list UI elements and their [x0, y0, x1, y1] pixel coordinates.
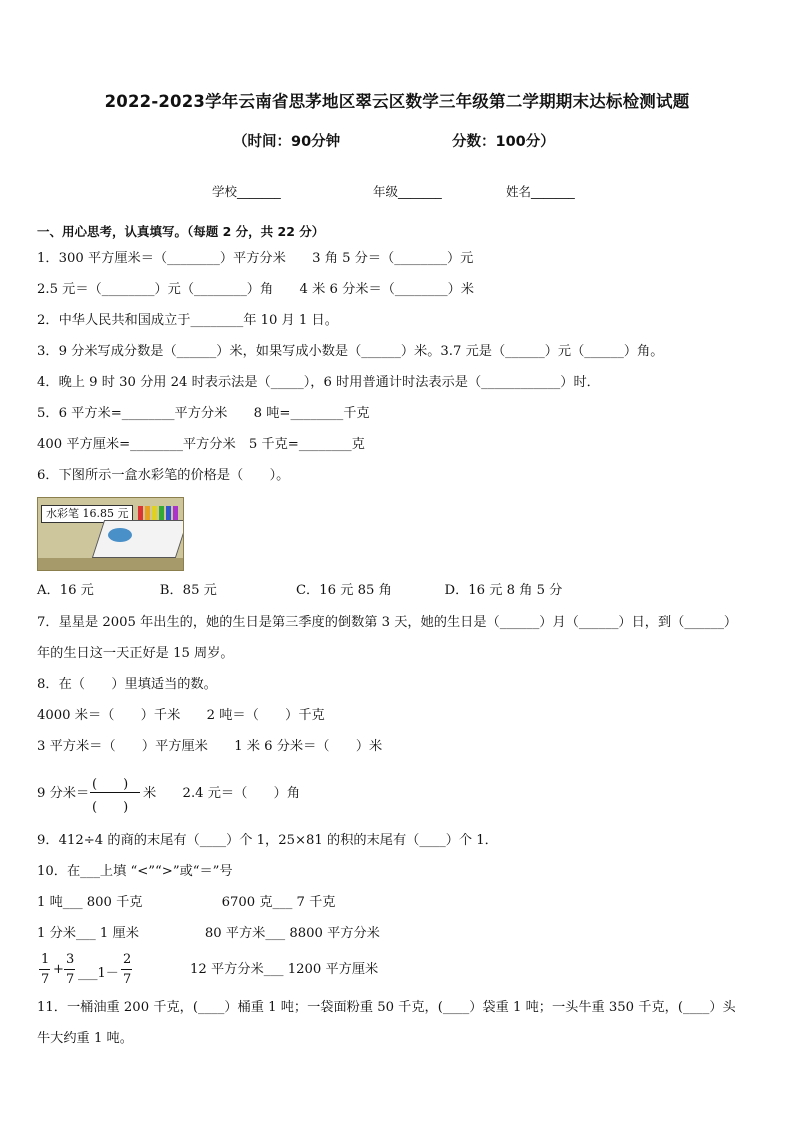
fraction-3-denominator: 7: [123, 972, 132, 987]
question-11b: 牛大约重 1 吨。: [37, 1031, 133, 1046]
question-8a: 4000 米＝（ ）千米 2 吨＝（ ）千克: [37, 708, 325, 723]
question-1a: 1．300 平方厘米＝（________）平方分米 3 角 5 分＝（________）元: [37, 251, 474, 266]
plus-sign: +: [53, 962, 64, 977]
question-10a: 1 吨___ 800 千克 6700 克___ 7 千克: [37, 895, 336, 910]
fraction-bar: [90, 792, 140, 793]
fraction-bar: [39, 969, 50, 970]
grade-field: 年级_______: [373, 184, 442, 199]
question-8c-suffix: 米 2.4 元＝（ ）角: [143, 786, 301, 801]
crayon-icon: [166, 506, 171, 520]
question-6-options: A．16 元 B．85 元 C．16 元 85 角 D．16 元 8 角 5 分: [37, 583, 563, 598]
fraction-2-numerator: 3: [66, 952, 75, 967]
crayon-icon: [159, 506, 164, 520]
question-8b: 3 平方米＝（ ）平方厘米 1 米 6 分米＝（ ）米: [37, 739, 383, 754]
question-9: 9．412÷4 的商的末尾有（____）个 1，25×81 的积的末尾有（____）个 1．: [37, 833, 498, 848]
fraction-bar: [64, 969, 75, 970]
question-10c-suffix: 12 平方分米___ 1200 平方厘米: [190, 962, 379, 977]
fraction-numerator: ( ): [92, 777, 129, 792]
question-7b: 年的生日这一天正好是 15 周岁。: [37, 646, 234, 661]
fraction-denominator: ( ): [92, 800, 129, 815]
question-5b: 400 平方厘米=________平方分米 5 千克=________克: [37, 437, 365, 452]
compare-blank: ___1－: [78, 966, 119, 981]
question-8c-prefix: 9 分米＝: [37, 786, 90, 801]
fraction-1-numerator: 1: [41, 952, 50, 967]
crayon-icon: [145, 506, 150, 520]
crayon-icon: [138, 506, 143, 520]
question-3: 3．9 分米写成分数是（______）米，如果写成小数是（______）米。3.7 元是（______）元（______）角。: [37, 344, 664, 359]
question-11a: 11．一桶油重 200 千克，(____）桶重 1 吨；一袋面粉重 50 千克，(____）袋重 1 吨；一头牛重 350 千克，(____）头: [37, 1000, 736, 1015]
page-title: 2022-2023学年云南省思茅地区翠云区数学三年级第二学期期末达标检测试题: [104, 92, 690, 111]
school-field: 学校_______: [212, 184, 281, 199]
question-5a: 5．6 平方米=________平方分米 8 吨=________千克: [37, 406, 370, 421]
fish-icon: [108, 528, 132, 542]
question-10b: 1 分米___ 1 厘米 80 平方米___ 8800 平方分米: [37, 926, 380, 941]
question-4: 4．晚上 9 时 30 分用 24 时表示法是（_____），6 时用普通计时法表示是（____________）时．: [37, 375, 600, 390]
name-field: 姓名_______: [506, 184, 575, 199]
question-1b: 2.5 元＝（________）元（________）角 4 米 6 分米＝（________）米: [37, 282, 474, 297]
price-label: 水彩笔 16.85 元: [41, 505, 133, 523]
question-8: 8．在（ ）里填适当的数。: [37, 677, 217, 692]
pen-box: [92, 520, 184, 558]
fraction-3-numerator: 2: [123, 952, 132, 967]
question-10: 10．在___上填 “<”“>”或“＝”号: [37, 864, 233, 879]
section-heading: 一、用心思考，认真填写。（每题 2 分，共 22 分）: [37, 224, 325, 239]
watercolor-pen-picture: [37, 497, 184, 571]
table-surface: [38, 558, 183, 570]
fraction-1-denominator: 7: [41, 972, 50, 987]
exam-time: （时间：90分钟: [233, 134, 341, 150]
question-2: 2．中华人民共和国成立于________年 10 月 1 日。: [37, 313, 338, 328]
crayon-icon: [173, 506, 178, 520]
crayon-icon: [152, 506, 157, 520]
question-6: 6．下图所示一盒水彩笔的价格是（ ）。: [37, 468, 290, 483]
fraction-bar: [121, 969, 132, 970]
fraction-2-denominator: 7: [66, 972, 75, 987]
exam-score: 分数：100分）: [452, 134, 555, 150]
question-7a: 7．星星是 2005 年出生的，她的生日是第三季度的倒数第 3 天，她的生日是（______）月（______）日，到（______）: [37, 615, 738, 630]
